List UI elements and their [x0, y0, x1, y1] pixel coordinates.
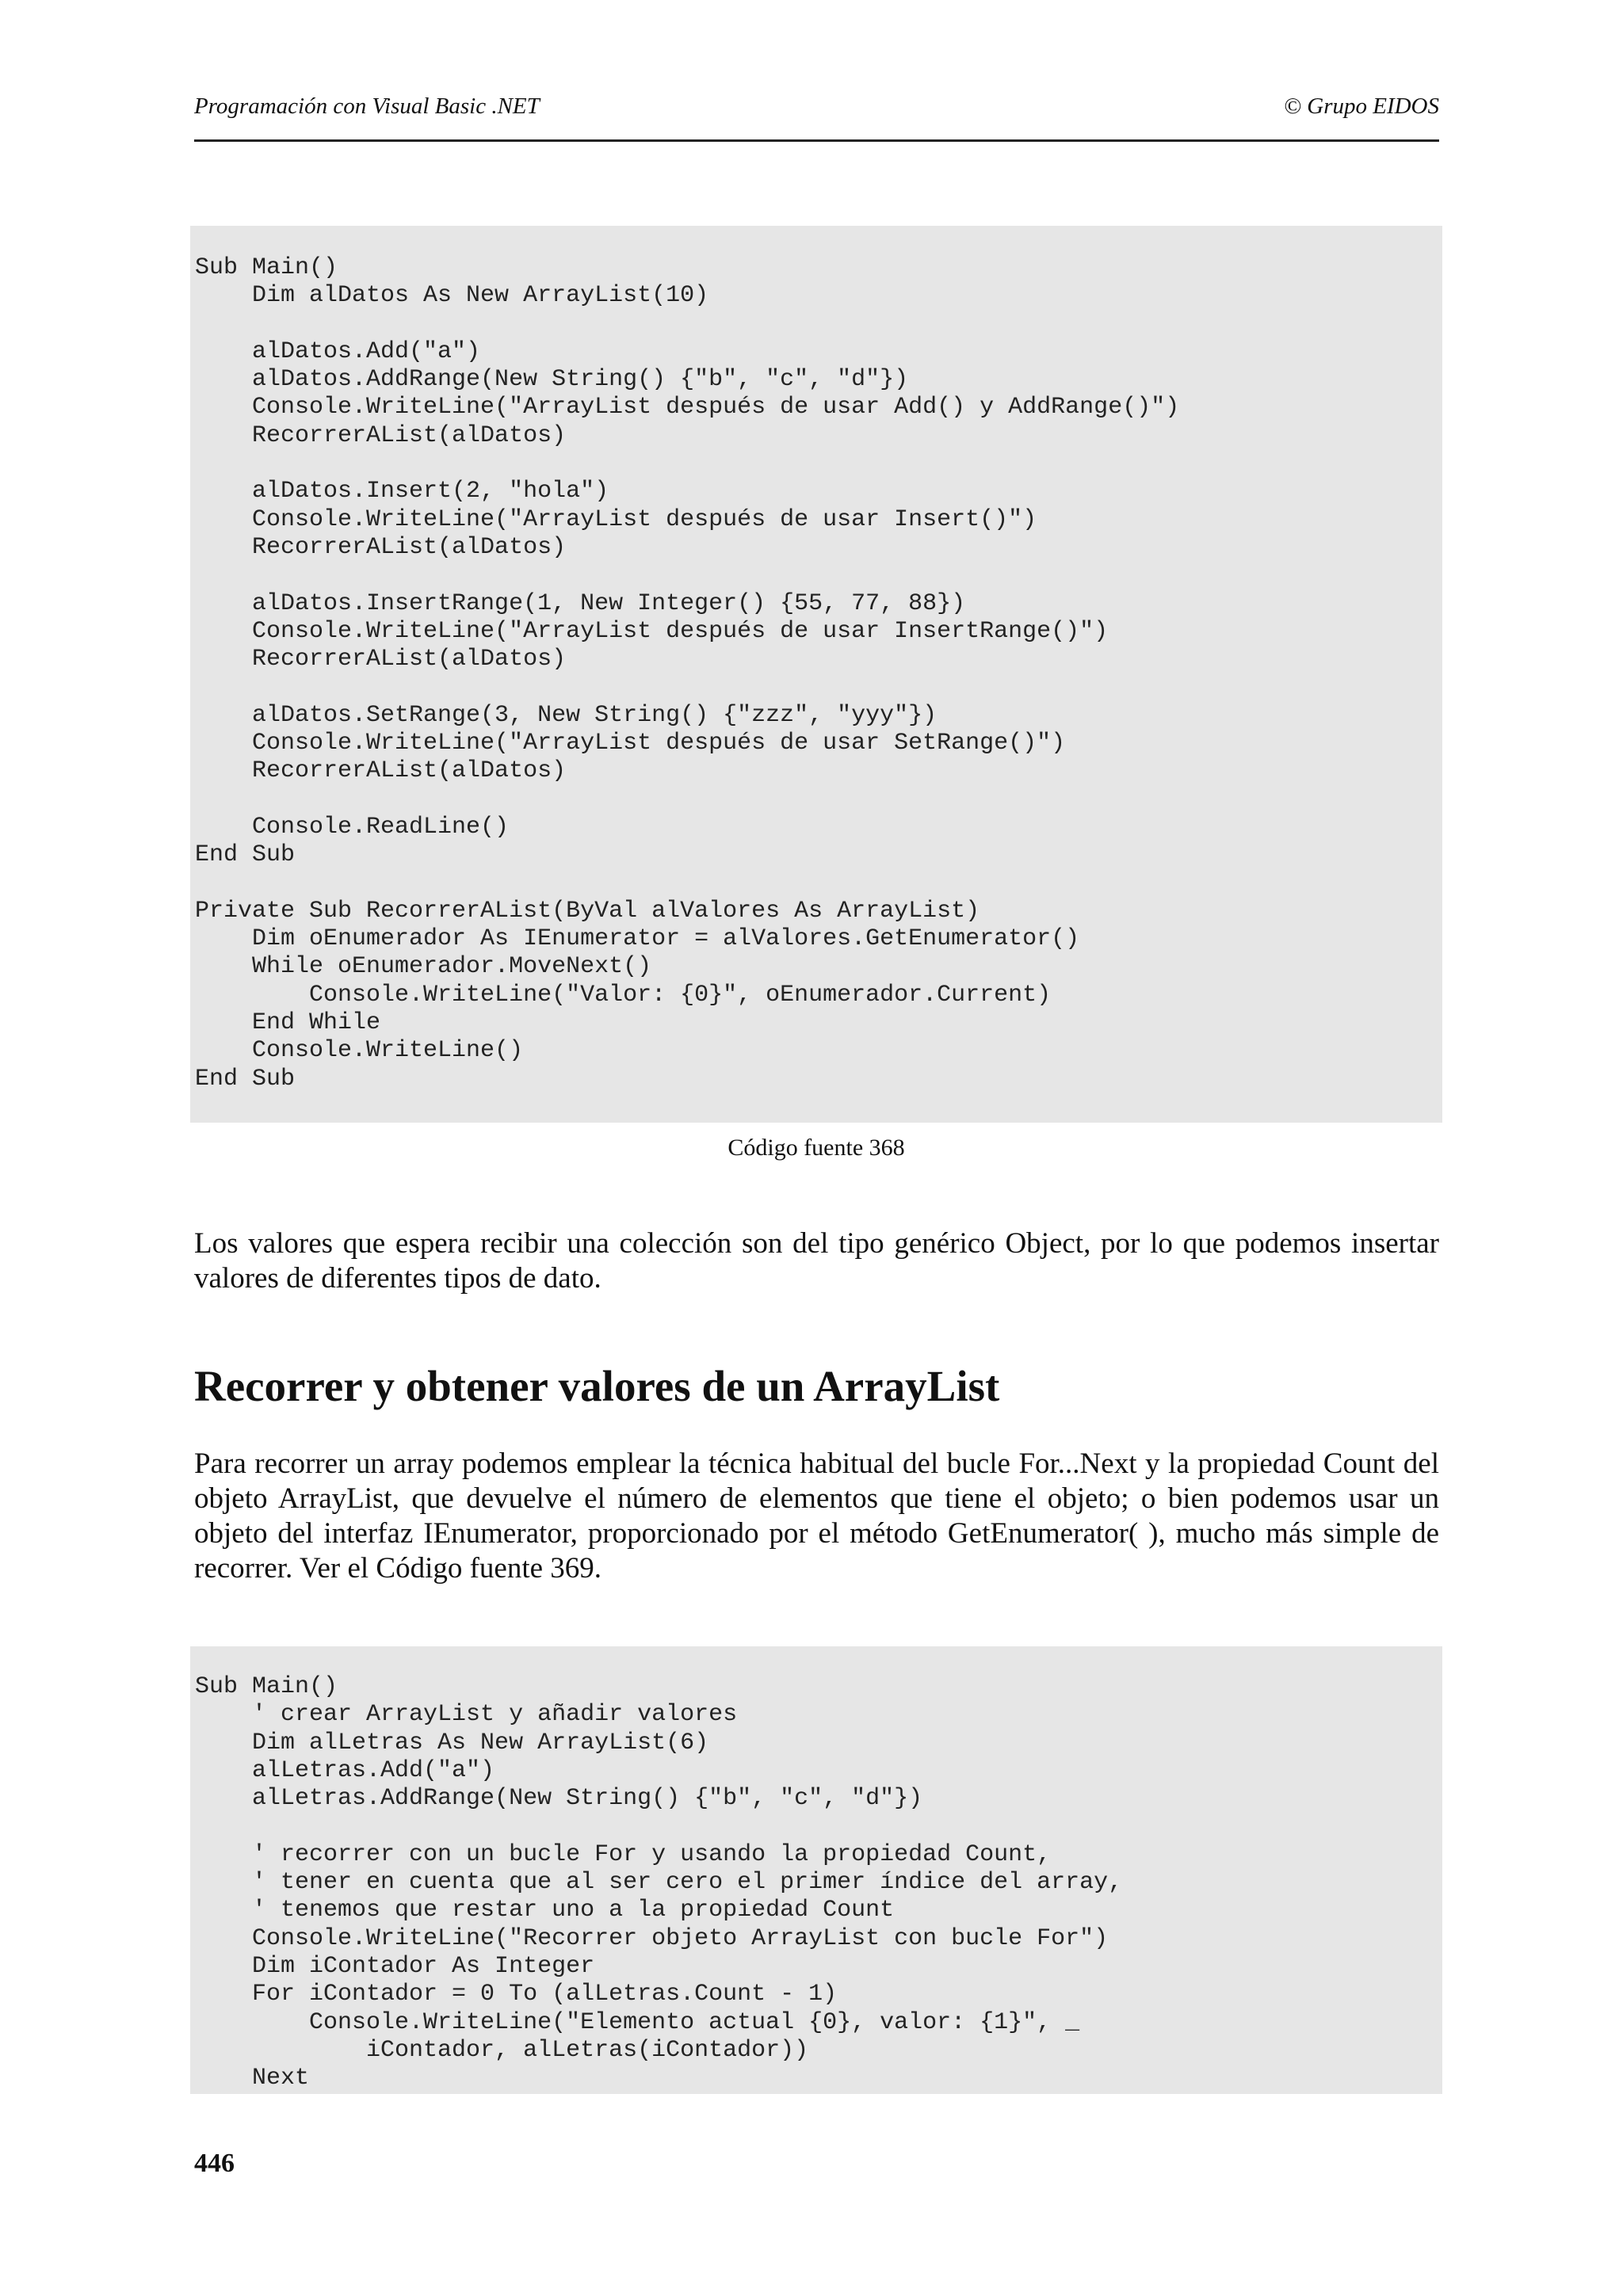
code-line: Console.WriteLine("Elemento actual {0}, valor: {1}", _ [195, 2008, 1080, 2036]
code-line: RecorrerAList(alDatos) [195, 533, 567, 561]
code-block [190, 1646, 1442, 2094]
code-line: alDatos.AddRange(New String() {"b", "c", "d"}) [195, 366, 909, 394]
code-line [195, 450, 1442, 478]
code-line: Dim iContador As Integer [195, 1952, 595, 1980]
code-line: ' tener en cuenta que al ser cero el primer índice del array, [195, 1869, 1123, 1897]
code-line: While oEnumerador.MoveNext() [195, 953, 652, 981]
code-line: Console.WriteLine() [195, 1037, 524, 1065]
code-line: End While [195, 1009, 381, 1037]
code-line: Console.WriteLine("ArrayList después de usar SetRange()") [195, 730, 1066, 757]
code-block [190, 226, 1442, 1123]
code-line: Console.WriteLine("Valor: {0}", oEnumerador.Current) [195, 981, 1052, 1009]
code-line: End Sub [195, 1065, 296, 1093]
code-line: Dim alDatos As New ArrayList(10) [195, 282, 709, 310]
code-line: iContador, alLetras(iContador)) [195, 2036, 809, 2064]
code-line: Dim oEnumerador As IEnumerator = alValores.GetEnumerator() [195, 925, 1080, 953]
body-paragraph: Los valores que espera recibir una colección son del tipo genérico Object, por lo que podemos insertar valores de diferentes tipos de dato. [194, 1227, 1439, 1295]
code-line: Sub Main() [195, 1673, 338, 1700]
code-line: alDatos.Insert(2, "hola") [195, 478, 609, 505]
code-line [195, 870, 1442, 898]
code-line: Console.WriteLine("ArrayList después de usar Insert()") [195, 505, 1037, 533]
page-header [194, 93, 1439, 142]
code-line: alDatos.InsertRange(1, New Integer() {55, 77, 88}) [195, 589, 966, 617]
code-line: RecorrerAList(alDatos) [195, 757, 567, 785]
publisher: © Grupo EIDOS [1283, 93, 1439, 119]
code-line: Console.WriteLine("Recorrer objeto ArrayList con bucle For") [195, 1924, 1109, 1952]
code-line: Console.WriteLine("ArrayList después de usar Add() y AddRange()") [195, 394, 1180, 421]
page-number: 446 [194, 2149, 235, 2178]
code-line: alDatos.SetRange(3, New String() {"zzz", "yyy"}) [195, 701, 938, 729]
code-line [195, 673, 1442, 701]
code-line: ' recorrer con un bucle For y usando la propiedad Count, [195, 1840, 1052, 1868]
code-line: Console.WriteLine("ArrayList después de usar InsertRange()") [195, 617, 1109, 645]
code-line: alLetras.AddRange(New String() {"b", "c", "d"}) [195, 1785, 923, 1813]
code-line: Private Sub RecorrerAList(ByVal alValores As ArrayList) [195, 897, 980, 925]
code-line [195, 1813, 1442, 1840]
code-line: For iContador = 0 To (alLetras.Count - 1) [195, 1981, 838, 2008]
code-line: ' tenemos que restar uno a la propiedad Count [195, 1897, 895, 1924]
section-heading: Recorrer y obtener valores de un ArrayList [194, 1362, 1000, 1410]
code-line: alDatos.Add("a") [195, 338, 481, 365]
code-line: Console.ReadLine() [195, 813, 510, 841]
code-caption: Código fuente 368 [727, 1135, 905, 1161]
code-line: Sub Main() [195, 254, 338, 281]
code-line: Next [195, 2065, 310, 2092]
code-line: Dim alLetras As New ArrayList(6) [195, 1729, 709, 1756]
body-paragraph: Para recorrer un array podemos emplear la técnica habitual del bucle For...Next y la propiedad Count del objeto ArrayList, que devuelve el número de elementos que tiene el objeto; o bien podemos usar un objeto del interfaz IEnumerator, proporcionado por el método GetEnumerator( ), mucho más simple de recorrer. Ver el Código fuente 369. [194, 1447, 1439, 1585]
code-line: End Sub [195, 841, 296, 869]
code-line [195, 562, 1442, 589]
code-line: ' crear ArrayList y añadir valores [195, 1701, 738, 1729]
book-title: Programación con Visual Basic .NET [194, 93, 540, 119]
code-line: RecorrerAList(alDatos) [195, 421, 567, 449]
code-line: alLetras.Add("a") [195, 1756, 495, 1784]
code-line: RecorrerAList(alDatos) [195, 646, 567, 673]
code-line [195, 786, 1442, 814]
code-line [195, 311, 1442, 338]
